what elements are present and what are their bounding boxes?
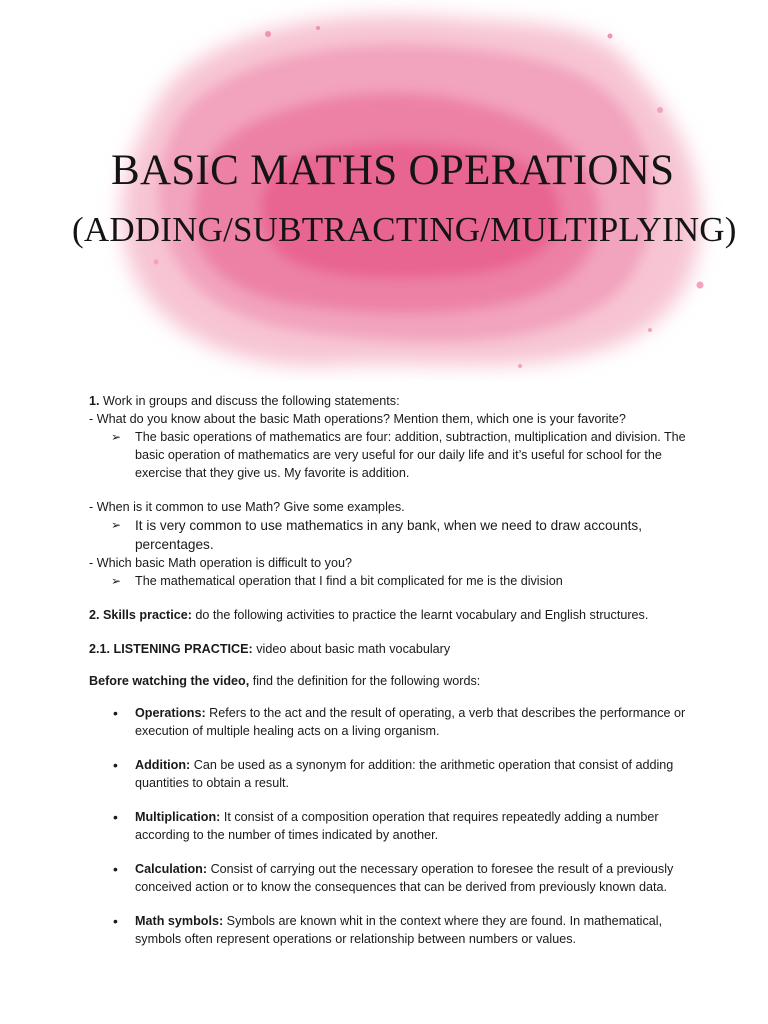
list-item (89, 704, 689, 740)
section-1-intro-text: Work in groups and discuss the following statements: (99, 394, 400, 408)
section-2 (89, 606, 689, 624)
list-item (89, 860, 689, 896)
definition-term: Multiplication: (135, 810, 221, 824)
bullet-dot-icon: • (113, 757, 118, 773)
definition-text: Refers to the act and the result of operating, a verb that describes the performance or execution of multiple healing acts on a living organism. (135, 706, 686, 738)
list-item (89, 756, 689, 792)
question-3: - Which basic Math operation is difficult to you? (89, 556, 352, 570)
answer-2 (89, 516, 689, 554)
arrow-bullet-icon: ➢ (111, 574, 122, 588)
answer-1 (89, 428, 689, 482)
answer-3 (89, 572, 689, 590)
section-2-1-label: 2.1. LISTENING PRACTICE: (89, 642, 253, 656)
bullet-dot-icon: • (113, 809, 118, 825)
definition-term: Math symbols: (135, 914, 224, 928)
definition-text: Consist of carrying out the necessary operation to foresee the result of a previously conceived action or to know the consequences that can be derived from previously known data. (135, 862, 674, 894)
definition-term: Calculation: (135, 862, 208, 876)
definition-term: Operations: (135, 706, 206, 720)
section-2-1-text: video about basic math vocabulary (252, 642, 451, 656)
bullet-dot-icon: • (113, 913, 118, 929)
definition-text: It consist of a composition operation that requires repeatedly adding a number according to the number of times indicated by another. (135, 810, 659, 842)
definitions-list (89, 704, 689, 948)
definition-term: Addition: (135, 758, 191, 772)
section-2-1 (89, 640, 689, 658)
page-title: BASIC MATHS OPERATIONS (111, 147, 675, 194)
answer-2-text: It is very common to use mathematics in any bank, when we need to draw accounts, percentages. (135, 518, 642, 552)
before-watching-label: Before watching the video, (89, 674, 250, 688)
arrow-bullet-icon: ➢ (111, 518, 122, 532)
before-watching (89, 672, 689, 690)
question-2: - When is it common to use Math? Give some examples. (89, 500, 405, 514)
bullet-dot-icon: • (113, 705, 118, 721)
worksheet-content (89, 392, 689, 964)
section-1-intro (89, 392, 689, 410)
answer-1-text: The basic operations of mathematics are four: addition, subtraction, multiplication and division. The basic operation of mathematics are very useful for our daily life and it’s useful for school for the exercise that they give us. My favorite is addition. (135, 430, 686, 480)
list-item (89, 912, 689, 948)
section-1-number: 1. (89, 394, 100, 408)
answer-3-text: The mathematical operation that I find a bit complicated for me is the division (135, 574, 563, 588)
list-item (89, 808, 689, 844)
bullet-dot-icon: • (113, 861, 118, 877)
arrow-bullet-icon: ➢ (111, 430, 122, 444)
before-watching-text: find the definition for the following words: (249, 674, 481, 688)
question-1: - What do you know about the basic Math operations? Mention them, which one is your favorite? (89, 412, 626, 426)
section-2-label: 2. Skills practice: (89, 608, 192, 622)
definition-text: Symbols are known whit in the context where they are found. In mathematical, symbols often represent operations or relationship between numbers or values. (135, 914, 663, 946)
page-subtitle: (ADDING/SUBTRACTING/MULTIPLYING) (72, 210, 737, 249)
definition-text: Can be used as a synonym for addition: the arithmetic operation that consist of adding quantities to obtain a result. (135, 758, 674, 790)
section-2-text: do the following activities to practice the learnt vocabulary and English structures. (191, 608, 649, 622)
